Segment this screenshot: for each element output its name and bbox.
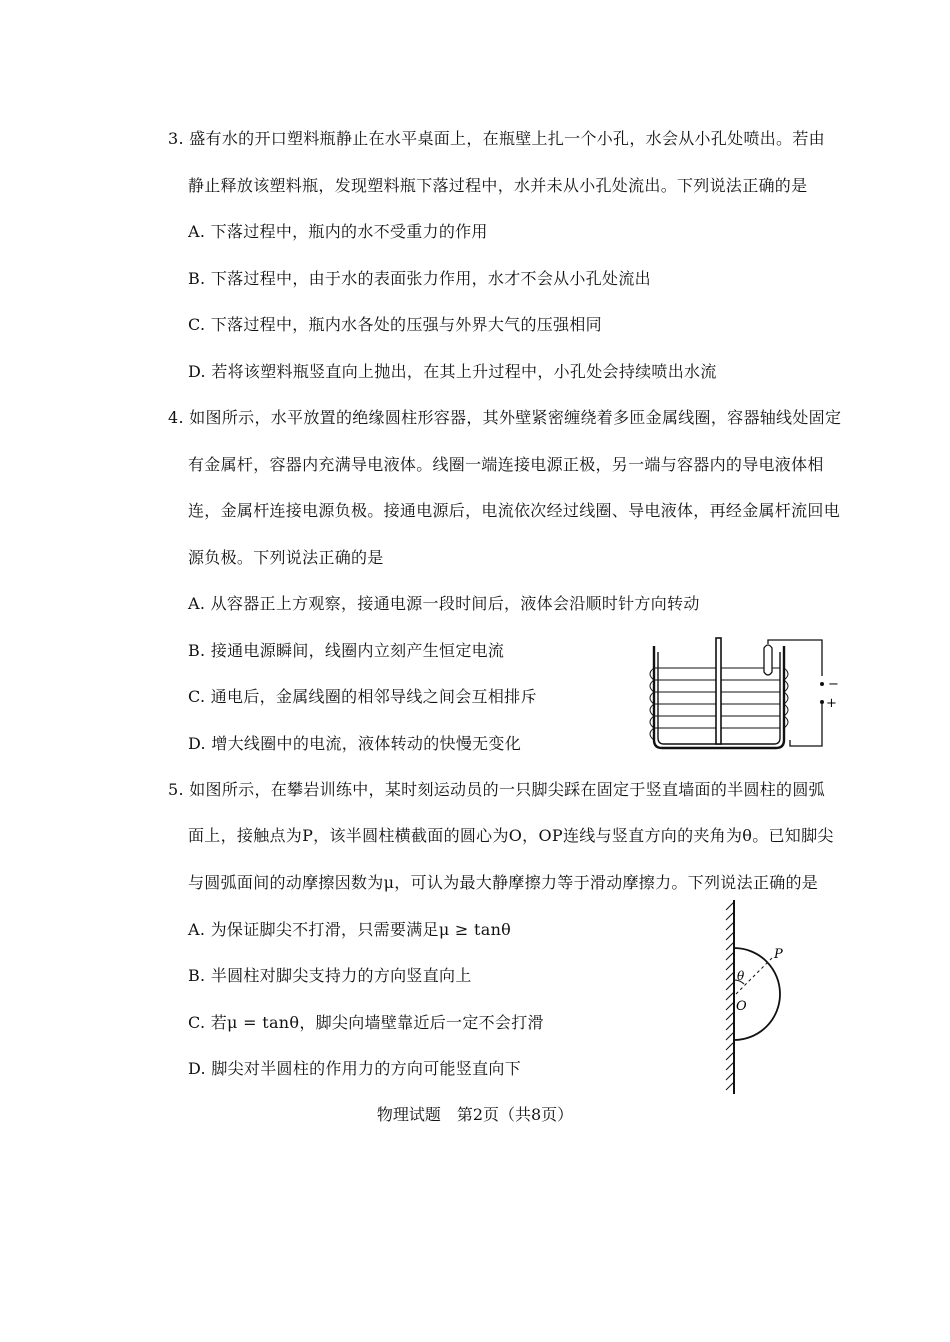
q5-option-d: D. 脚尖对半圆柱的作用力的方向可能竖直向下 [188, 1059, 522, 1078]
q4-minus-label: − [828, 677, 839, 692]
q4-container-coil-figure [640, 632, 840, 754]
page-footer: 物理试题 第2页（共8页） [376, 1105, 574, 1124]
q5-half-cylinder-figure [712, 896, 822, 1098]
q4-option-c: C. 通电后，金属线圈的相邻导线之间会互相排斥 [188, 687, 537, 706]
q5-label-theta: θ [737, 969, 745, 983]
q3-option-d: D. 若将该塑料瓶竖直向上抛出，在其上升过程中，小孔处会持续喷出水流 [188, 362, 717, 381]
q5-option-a: A. 为保证脚尖不打滑，只需要满足μ ≥ tanθ [188, 920, 512, 939]
q5-label-p: P [774, 947, 783, 962]
q5-option-b: B. 半圆柱对脚尖支持力的方向竖直向上 [188, 966, 472, 985]
q3-option-b: B. 下落过程中，由于水的表面张力作用，水才不会从小孔处流出 [188, 269, 651, 288]
q4-stem-line-4: 源负极。下列说法正确的是 [188, 548, 384, 567]
q4-stem-line-3: 连，金属杆连接电源负极。接通电源后，电流依次经过线圈、导电液体，再经金属杆流回电 [188, 501, 841, 520]
q4-option-a: A. 从容器正上方观察，接通电源一段时间后，液体会沿顺时针方向转动 [188, 594, 700, 613]
q4-option-b: B. 接通电源瞬间，线圈内立刻产生恒定电流 [188, 641, 505, 660]
q5-label-o: O [736, 999, 747, 1014]
q4-stem-line-2: 有金属杆，容器内充满导电液体。线圈一端连接电源正极，另一端与容器内的导电液体相 [188, 455, 824, 474]
q3-option-a: A. 下落过程中，瓶内的水不受重力的作用 [188, 222, 488, 241]
q5-stem-line-2: 面上，接触点为P，该半圆柱横截面的圆心为O，OP连线与竖直方向的夹角为θ。已知脚尖 [188, 826, 834, 845]
q3-stem-line-2: 静止释放该塑料瓶，发现塑料瓶下落过程中，水并未从小孔处流出。下列说法正确的是 [188, 176, 808, 195]
q3-option-c: C. 下落过程中，瓶内水各处的压强与外界大气的压强相同 [188, 315, 602, 334]
q3-stem-line-1: 3. 盛有水的开口塑料瓶静止在水平桌面上，在瓶壁上扎一个小孔，水会从小孔处喷出。若由 [168, 129, 825, 148]
q4-stem-line-1: 4. 如图所示，水平放置的绝缘圆柱形容器，其外壁紧密缠绕着多匝金属线圈，容器轴线处固定 [168, 408, 842, 427]
q5-stem-line-1: 5. 如图所示，在攀岩训练中，某时刻运动员的一只脚尖踩在固定于竖直墙面的半圆柱的圆弧 [168, 780, 825, 799]
q4-plus-label: + [826, 696, 837, 711]
q4-option-d: D. 增大线圈中的电流，液体转动的快慢无变化 [188, 734, 522, 753]
q5-stem-line-3: 与圆弧面间的动摩擦因数为μ，可认为最大静摩擦力等于滑动摩擦力。下列说法正确的是 [188, 873, 819, 892]
q5-option-c: C. 若μ = tanθ，脚尖向墙壁靠近后一定不会打滑 [188, 1013, 544, 1032]
